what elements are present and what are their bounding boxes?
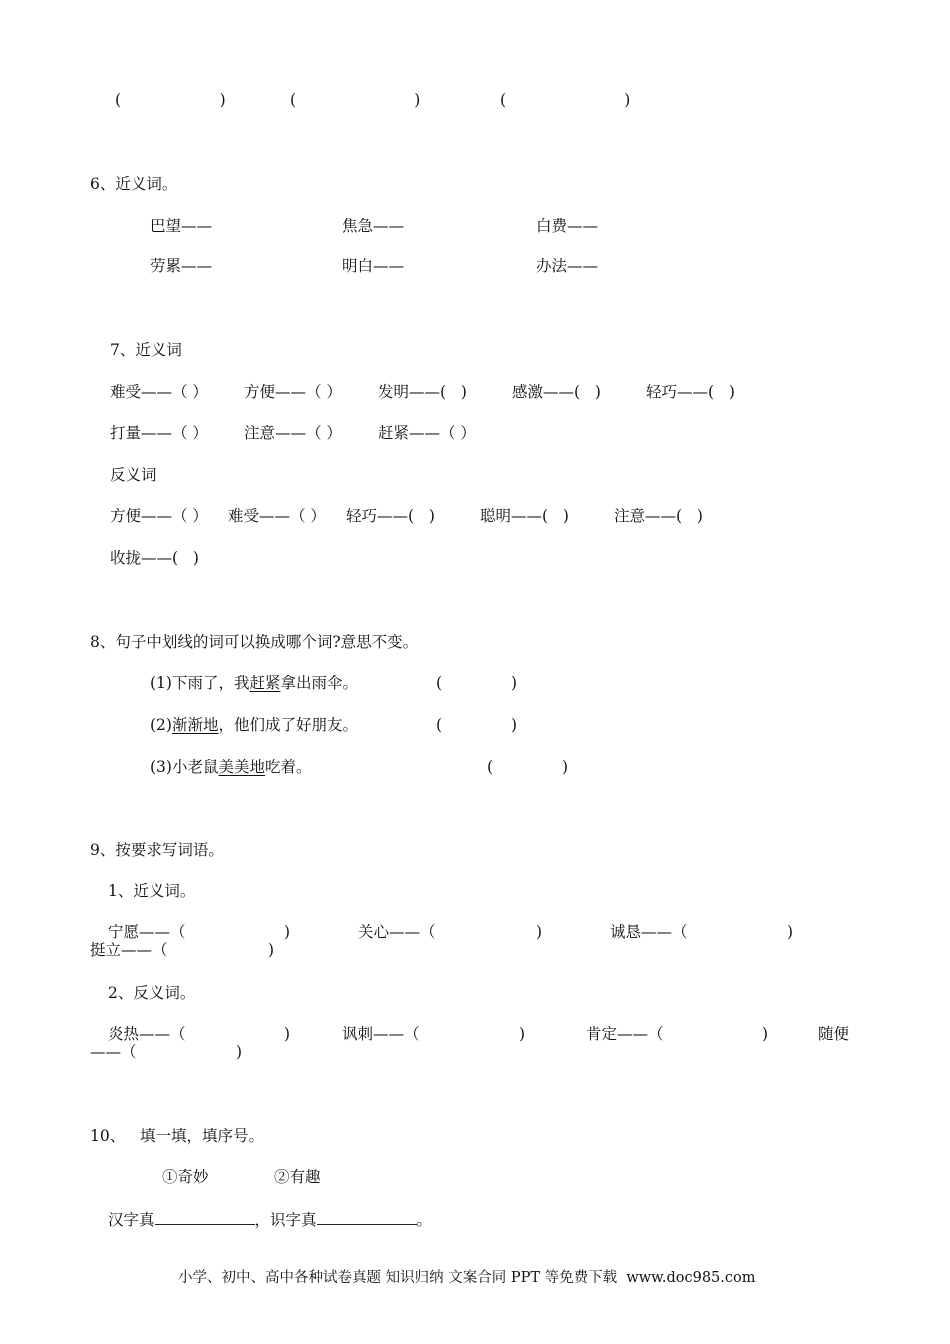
q9-close-paren: ): [236, 1043, 243, 1061]
q9-sub-antonym: 2、反义词。: [108, 984, 196, 1002]
q9-close-paren: ): [536, 923, 543, 941]
q6-item: 劳累——: [150, 257, 213, 275]
q9-sub-synonym: 1、近义词。: [108, 882, 196, 900]
q7-synonym-item: 感激——( ): [512, 383, 601, 401]
q9-close-paren: ): [268, 941, 275, 959]
q10-option-1: ①奇妙: [162, 1168, 209, 1186]
underlined-word: 赶紧: [249, 674, 281, 692]
q9-close-paren: ): [284, 1025, 291, 1043]
q9-synonym-item: 诚恳——（: [610, 923, 688, 941]
q7-antonym-item: 方便——（ ）: [110, 507, 208, 525]
q9-synonym-item: 宁愿——（: [108, 923, 186, 941]
footer: [178, 1268, 755, 1288]
q9-close-paren: ): [787, 923, 794, 941]
q9-close-paren: ): [519, 1025, 526, 1043]
q8-sentence-2: (2)渐渐地，他们成了好朋友。: [150, 716, 358, 734]
footer-text: 小学、初中、高中各种试卷真题 知识归纳 文案合同 PPT 等免费下载: [178, 1270, 618, 1286]
q6-item: 焦急——: [342, 217, 405, 235]
q9-antonym-item: 讽刺——（: [342, 1025, 420, 1043]
q9-antonym-item: ——（: [90, 1043, 137, 1061]
q9-synonym-item: 关心——（: [358, 923, 436, 941]
underlined-word: 美美地: [218, 758, 265, 776]
q10-option-2: ②有趣: [274, 1168, 321, 1186]
q9-antonym-item: 炎热——（: [108, 1025, 186, 1043]
blank-field[interactable]: [155, 1209, 255, 1225]
q7-antonym-item: 收拢——( ): [110, 549, 199, 567]
q10-fill-line: 汉字真 ，识字真 。: [108, 1211, 433, 1229]
q8-answer-paren-3[interactable]: ( ): [487, 758, 569, 776]
footer-site-link[interactable]: www.doc985.com: [626, 1270, 756, 1286]
q8-answer-paren-1[interactable]: ( ): [436, 674, 518, 692]
answer-paren-2[interactable]: ( ): [290, 91, 421, 109]
q7-synonym-item: 轻巧——( ): [646, 383, 735, 401]
q8-sentence-1: (1)下雨了，我赶紧拿出雨伞。: [150, 674, 358, 692]
underlined-word: 渐渐地: [171, 716, 219, 734]
q7-synonym-item: 难受——（ ）: [110, 383, 208, 401]
q6-heading: 6、近义词。: [90, 175, 178, 193]
q7-synonym-item: 注意——（ ）: [244, 424, 342, 442]
q8-sentence-3: (3)小老鼠美美地吃着。: [150, 758, 312, 776]
q7-antonym-heading: 反义词: [110, 466, 157, 484]
q7-heading: 7、近义词: [110, 341, 182, 359]
q10-heading: 10、 填一填，填序号。: [90, 1127, 265, 1145]
q7-antonym-item: 注意——( ): [614, 507, 703, 525]
q7-synonym-item: 方便——（ ）: [244, 383, 342, 401]
q7-antonym-item: 聪明——( ): [480, 507, 569, 525]
q6-item: 明白——: [342, 257, 405, 275]
q7-antonym-item: 轻巧——( ): [346, 507, 435, 525]
q7-synonym-item: 发明——( ): [378, 383, 467, 401]
q7-synonym-item: 赶紧——（ ）: [378, 424, 476, 442]
q6-item: 白费——: [536, 217, 599, 235]
q6-item: 巴望——: [150, 217, 213, 235]
q8-answer-paren-2[interactable]: ( ): [436, 716, 518, 734]
q9-synonym-item: 挺立——（: [90, 941, 168, 959]
q6-item: 办法——: [536, 257, 599, 275]
q8-heading: 8、句子中划线的词可以换成哪个词?意思不变。: [90, 633, 419, 651]
q7-synonym-item: 打量——（ ）: [110, 424, 208, 442]
answer-paren-1[interactable]: ( ): [115, 91, 226, 109]
answer-paren-3[interactable]: ( ): [500, 91, 631, 109]
q9-antonym-item: 随便: [818, 1025, 850, 1043]
q9-heading: 9、按要求写词语。: [90, 841, 224, 859]
q9-close-paren: ): [762, 1025, 769, 1043]
q7-antonym-item: 难受——（ ）: [228, 507, 326, 525]
q9-antonym-item: 肯定——（: [586, 1025, 664, 1043]
blank-field[interactable]: [317, 1209, 417, 1225]
q9-close-paren: ): [284, 923, 291, 941]
